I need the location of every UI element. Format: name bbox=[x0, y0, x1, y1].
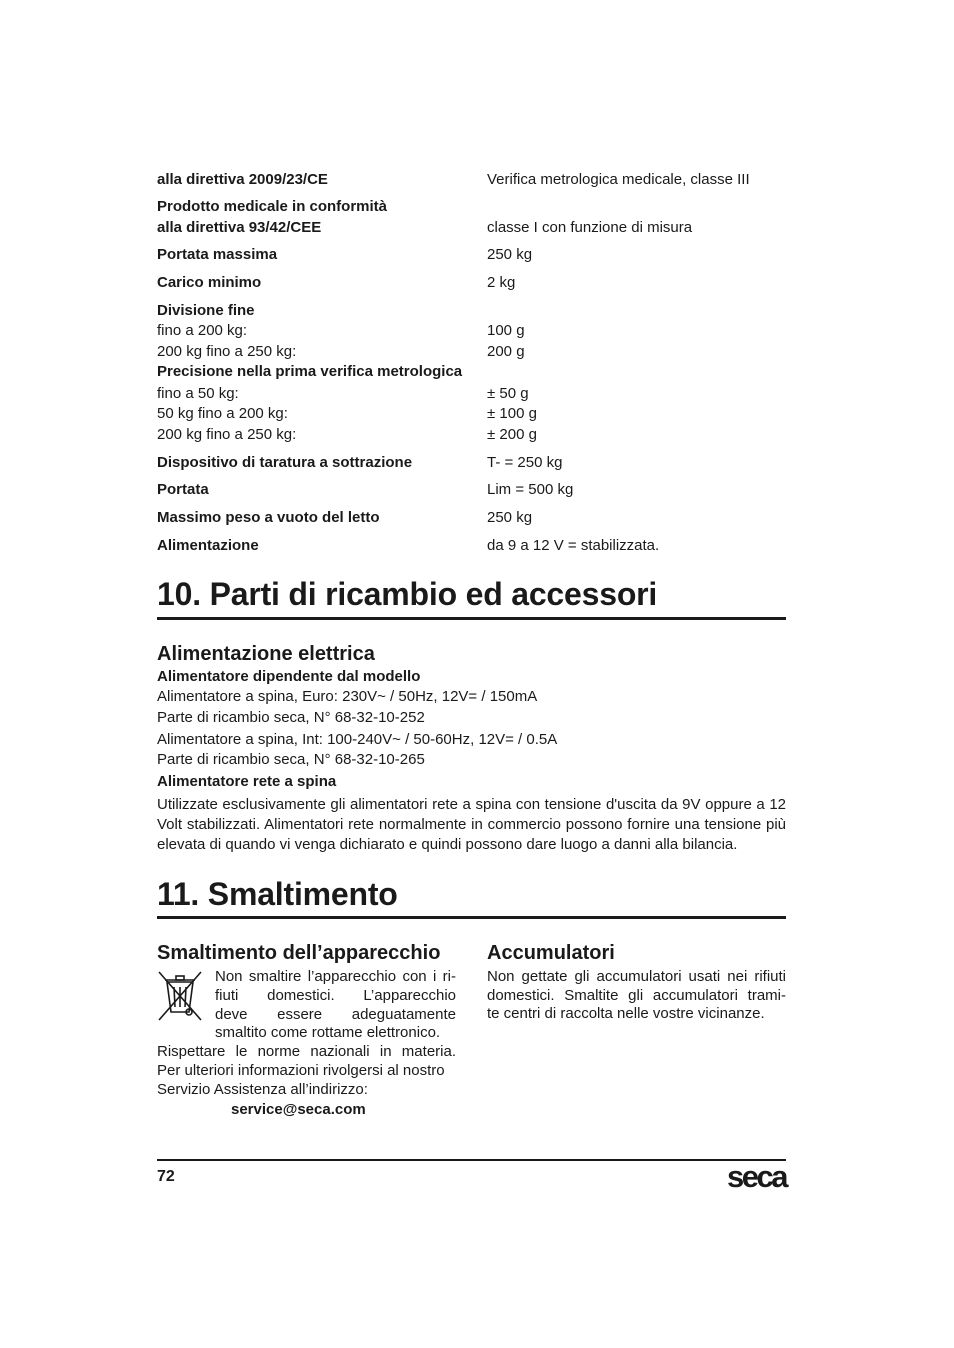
text-line: Parte di ricambio seca, N° 68-32-10-265 bbox=[157, 751, 425, 768]
disposal-text-line: smaltito come rottame elettronico. bbox=[215, 1024, 441, 1041]
spec-value: ± 200 g bbox=[487, 426, 537, 443]
paragraph-line: Volt stabilizzati. Alimentatori rete normalmente in commercio possono fornire una tensione più bbox=[157, 816, 786, 833]
spec-value: 250 kg bbox=[487, 509, 533, 526]
paragraph-line: elevata di quando vi venga dichiarato e quindi possono dare luogo a danni alla bilancia. bbox=[157, 836, 738, 853]
spec-value: 250 kg bbox=[487, 246, 533, 263]
spec-value: T- = 250 kg bbox=[487, 454, 563, 471]
spec-label: Portata bbox=[157, 481, 209, 498]
disposal-text-line: fiuti domestici. L’apparecchio bbox=[215, 987, 456, 1004]
disposal-title: Smaltimento dell’apparecchio bbox=[157, 942, 441, 964]
spec-label: Divisione fine bbox=[157, 302, 255, 319]
disposal-text-line: Per ulteriori informazioni rivolgersi al nostro bbox=[157, 1062, 445, 1079]
spec-label: Carico minimo bbox=[157, 274, 262, 291]
spec-label: Prodotto medicale in conformità bbox=[157, 198, 388, 215]
text-line: Alimentatore a spina, Int: 100-240V~ / 50-60Hz, 12V= / 0.5A bbox=[157, 731, 558, 748]
spec-label: fino a 50 kg: bbox=[157, 385, 239, 402]
batteries-text-line: Non gettate gli accumulatori usati nei rifiuti bbox=[487, 968, 786, 985]
spec-label: 50 kg fino a 200 kg: bbox=[157, 405, 288, 422]
spec-value: da 9 a 12 V = stabilizzata. bbox=[487, 537, 660, 554]
spec-label: 200 kg fino a 250 kg: bbox=[157, 426, 297, 443]
spec-value: 2 kg bbox=[487, 274, 516, 291]
spec-label: 200 kg fino a 250 kg: bbox=[157, 343, 297, 360]
disposal-text-line: deve essere adeguatamente bbox=[215, 1006, 456, 1023]
spec-value: ± 100 g bbox=[487, 405, 537, 422]
text-line: Parte di ricambio seca, N° 68-32-10-252 bbox=[157, 709, 425, 726]
batteries-text-line: te centri di raccolta nelle vostre vicinanze. bbox=[487, 1005, 765, 1022]
spec-value: ± 50 g bbox=[487, 385, 529, 402]
spec-label: Dispositivo di taratura a sottrazione bbox=[157, 454, 413, 471]
service-email: service@seca.com bbox=[231, 1101, 366, 1118]
disposal-text-line: Rispettare le norme nazionali in materia. bbox=[157, 1043, 456, 1060]
disposal-text-line: Non smaltire l’apparecchio con i ri- bbox=[215, 968, 456, 985]
seca-logo: seca bbox=[727, 1159, 786, 1194]
spec-value: 100 g bbox=[487, 322, 525, 339]
spec-label: Portata massima bbox=[157, 246, 278, 263]
spec-label: fino a 200 kg: bbox=[157, 322, 248, 339]
spec-label: Massimo peso a vuoto del letto bbox=[157, 509, 380, 526]
disposal-text-line: Servizio Assistenza all’indirizzo: bbox=[157, 1081, 368, 1098]
section-11-title: 11. Smaltimento bbox=[157, 876, 398, 912]
section-10-title: 10. Parti di ricambio ed accessori bbox=[157, 576, 658, 612]
group-title: Alimentatore rete a spina bbox=[157, 773, 337, 790]
batteries-text-line: domestici. Smaltite gli accumulatori trami- bbox=[487, 987, 786, 1004]
spec-label: alla direttiva 93/42/CEE bbox=[157, 219, 322, 236]
batteries-title: Accumulatori bbox=[487, 942, 615, 964]
spec-value: 200 g bbox=[487, 343, 525, 360]
spec-label: Precisione nella prima verifica metrologica bbox=[157, 363, 463, 380]
footer-divider bbox=[157, 1159, 786, 1161]
spec-value: Lim = 500 kg bbox=[487, 481, 574, 498]
subsection-title: Alimentazione elettrica bbox=[157, 643, 375, 665]
spec-value: classe I con funzione di misura bbox=[487, 219, 693, 236]
spec-label: alla direttiva 2009/23/CE bbox=[157, 171, 328, 188]
page-number: 72 bbox=[157, 1168, 175, 1185]
spec-value: Verifica metrologica medicale, classe III bbox=[487, 171, 750, 188]
spec-label: Alimentazione bbox=[157, 537, 259, 554]
section-divider bbox=[157, 916, 786, 919]
crossed-out-wheelie-bin-icon bbox=[156, 970, 204, 1024]
group-title: Alimentatore dipendente dal modello bbox=[157, 668, 421, 685]
section-divider bbox=[157, 617, 786, 620]
paragraph-line: Utilizzate esclusivamente gli alimentatori rete a spina con tensione d'uscita da 9V oppure a 12 bbox=[157, 796, 786, 813]
text-line: Alimentatore a spina, Euro: 230V~ / 50Hz, 12V= / 150mA bbox=[157, 688, 538, 705]
